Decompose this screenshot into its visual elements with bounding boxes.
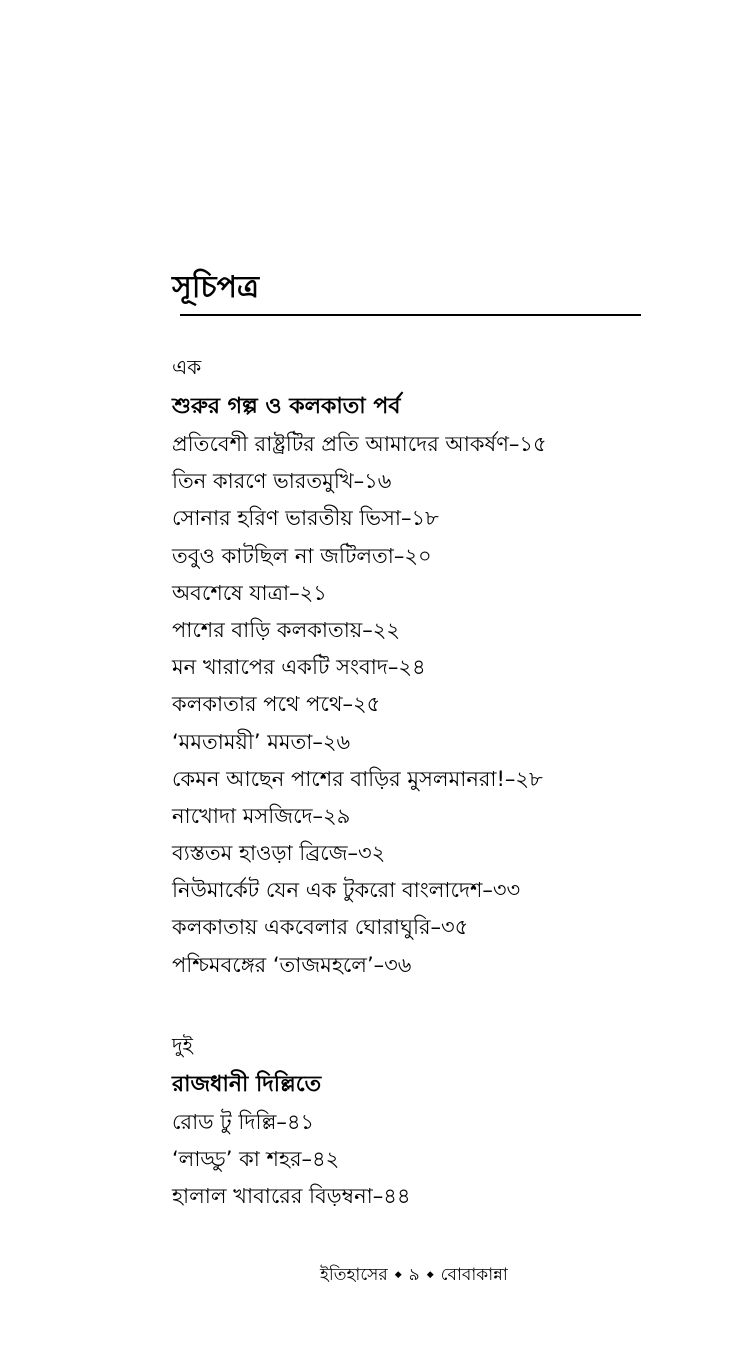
toc-entry: ‘লাড্ডু’ কা শহর–৪২	[172, 1147, 340, 1172]
toc-entry: সোনার হরিণ ভারতীয় ভিসা–১৮	[172, 506, 439, 531]
toc-entry: তিন কারণে ভারতমুখি–১৬	[172, 469, 392, 494]
toc-entry-list	[172, 1104, 692, 1216]
toc-entry: ব্যস্ততম হাওড়া ব্রিজে–৩২	[172, 841, 386, 866]
section-label: এক	[172, 355, 202, 379]
diamond-separator-icon: ◆	[426, 1270, 434, 1280]
toc-entry: অবশেষে যাত্রা–২১	[172, 580, 327, 605]
toc-entry: প্রতিবেশী রাষ্ট্রটির প্রতি আমাদের আকর্ষণ–১৫	[172, 432, 547, 456]
title-underline	[180, 314, 641, 316]
toc-entry: তবুও কাটছিল না জটিলতা–২০	[172, 543, 432, 568]
toc-entry: কলকাতায় একবেলার ঘোরাঘুরি–৩৫	[172, 915, 469, 940]
toc-entry: কেমন আছেন পাশের বাড়ির মুসলমানরা!–২৮	[172, 766, 543, 791]
toc-entry: হালাল খাবারের বিড়ম্বনা–৪৪	[172, 1184, 411, 1209]
toc-entry: নাখোদা মসজিদে–২৯	[172, 803, 351, 828]
toc-entry: নিউমার্কেট যেন এক টুকরো বাংলাদেশ–৩৩	[172, 878, 521, 903]
toc-entry: রোড টু দিল্লি–৪১	[172, 1110, 315, 1134]
diamond-separator-icon: ◆	[394, 1270, 402, 1280]
toc-entry: মন খারাপের একটি সংবাদ–২৪	[172, 655, 426, 680]
toc-entry: পশ্চিমবঙ্গের ‘তাজমহলে’–৩৬	[172, 952, 412, 977]
footer-book-title-right: বোবাকান্না	[440, 1265, 508, 1285]
toc-section-2	[172, 1030, 692, 1216]
toc-entry-list	[172, 426, 692, 984]
footer-book-title-left: ইতিহাসের	[320, 1265, 388, 1285]
section-title: শুরুর গল্প ও কলকাতা পর্ব	[172, 394, 401, 419]
page-footer	[320, 1261, 560, 1289]
section-title: রাজধানী দিল্লিতে	[172, 1072, 322, 1097]
toc-entry: ‘মমতাময়ী’ মমতা–২৬	[172, 729, 351, 754]
toc-section-1	[172, 352, 692, 984]
page-number: ৯	[408, 1265, 420, 1285]
section-label: দুই	[172, 1033, 193, 1057]
toc-entry: পাশের বাড়ি কলকাতায়–২২	[172, 617, 401, 642]
page-title: সূচিপত্র	[172, 270, 259, 305]
toc-entry: কলকাতার পথে পথে–২৫	[172, 692, 381, 717]
